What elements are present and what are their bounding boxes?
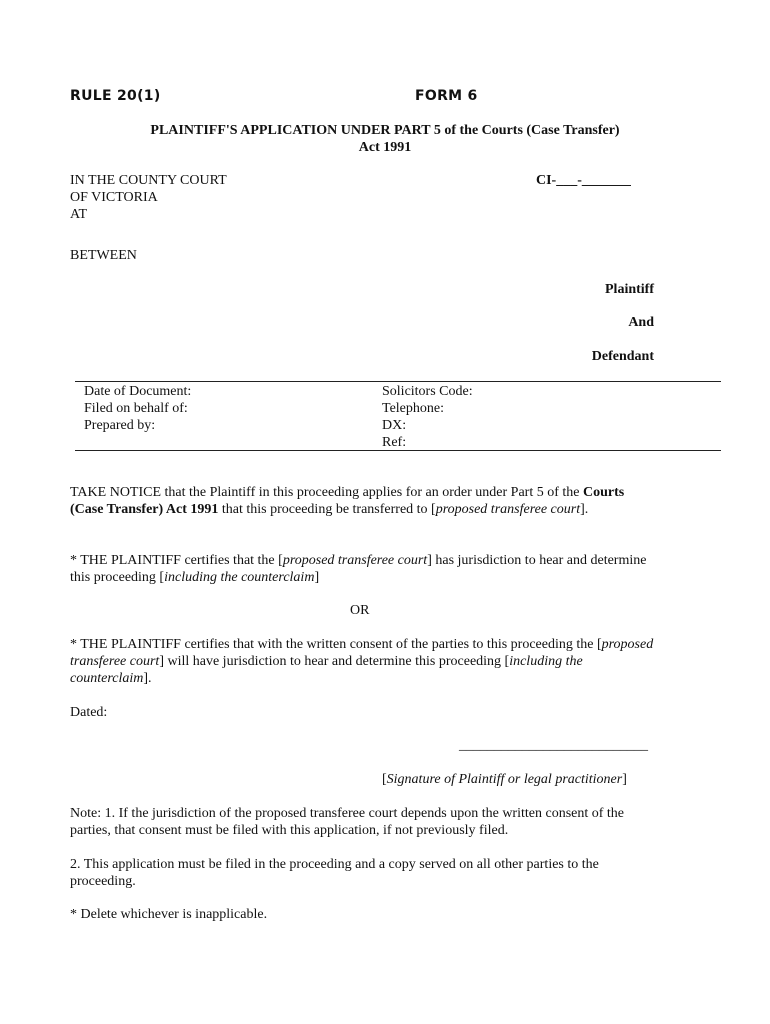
document-title xyxy=(70,122,700,156)
ref-label: Ref: xyxy=(382,435,407,450)
filed-on-behalf-label: Filed on behalf of: xyxy=(84,401,188,416)
court-line-2: OF VICTORIA xyxy=(70,190,158,205)
court-line-1: IN THE COUNTY COURT xyxy=(70,173,227,188)
details-right-column xyxy=(382,383,473,451)
defendant-label: Defendant xyxy=(591,349,654,364)
court-line-3: AT xyxy=(70,207,88,222)
date-of-document-label: Date of Document: xyxy=(84,384,192,399)
form-number: FORM 6 xyxy=(415,88,478,104)
details-left-column xyxy=(84,383,191,434)
notice-paragraph-1: TAKE NOTICE that the Plaintiff in this proceeding applies for an order under Part 5 of the Courts (Case Transfer) Act 1991 that this proceeding be transferred to [proposed transferee court]. xyxy=(70,485,625,517)
signature-line: ___________________________ xyxy=(459,738,648,753)
dx-label: DX: xyxy=(382,418,407,433)
rule-number: RULE 20(1) xyxy=(70,88,161,104)
and-label: And xyxy=(628,315,654,330)
signature-caption: [Signature of Plaintiff or legal practitioner] xyxy=(382,772,627,787)
notice-paragraph-2: * THE PLAINTIFF certifies that the [proposed transferee court] has jurisdiction to hear and determine this proceeding [including the counterclaim] xyxy=(70,553,647,585)
title-line-1: PLAINTIFF'S APPLICATION UNDER PART 5 of the Courts (Case Transfer) xyxy=(150,123,620,138)
divider-bottom xyxy=(75,450,721,451)
between-label: BETWEEN xyxy=(70,248,137,263)
case-number: CI-___-_______ xyxy=(536,173,631,188)
telephone-label: Telephone: xyxy=(382,401,444,416)
title-line-2: Act 1991 xyxy=(358,140,412,155)
dated-label: Dated: xyxy=(70,705,108,720)
note-2: 2. This application must be filed in the proceeding and a copy served on all other parties to the proceeding. xyxy=(70,857,599,889)
note-1: Note: 1. If the jurisdiction of the proposed transferee court depends upon the written consent of the parties, that consent must be filed with this application, if not previously filed. xyxy=(70,806,625,838)
court-block xyxy=(70,172,227,223)
notice-paragraph-3: * THE PLAINTIFF certifies that with the written consent of the parties to this proceeding the [proposed transferee court] will have jurisdiction to hear and determine this proceeding [including the counterclaim]. xyxy=(70,637,654,686)
plaintiff-label: Plaintiff xyxy=(605,282,654,297)
solicitors-code-label: Solicitors Code: xyxy=(382,384,473,399)
prepared-by-label: Prepared by: xyxy=(84,418,156,433)
divider-top xyxy=(75,381,721,382)
note-3: * Delete whichever is inapplicable. xyxy=(70,907,268,922)
or-separator: OR xyxy=(350,603,370,618)
